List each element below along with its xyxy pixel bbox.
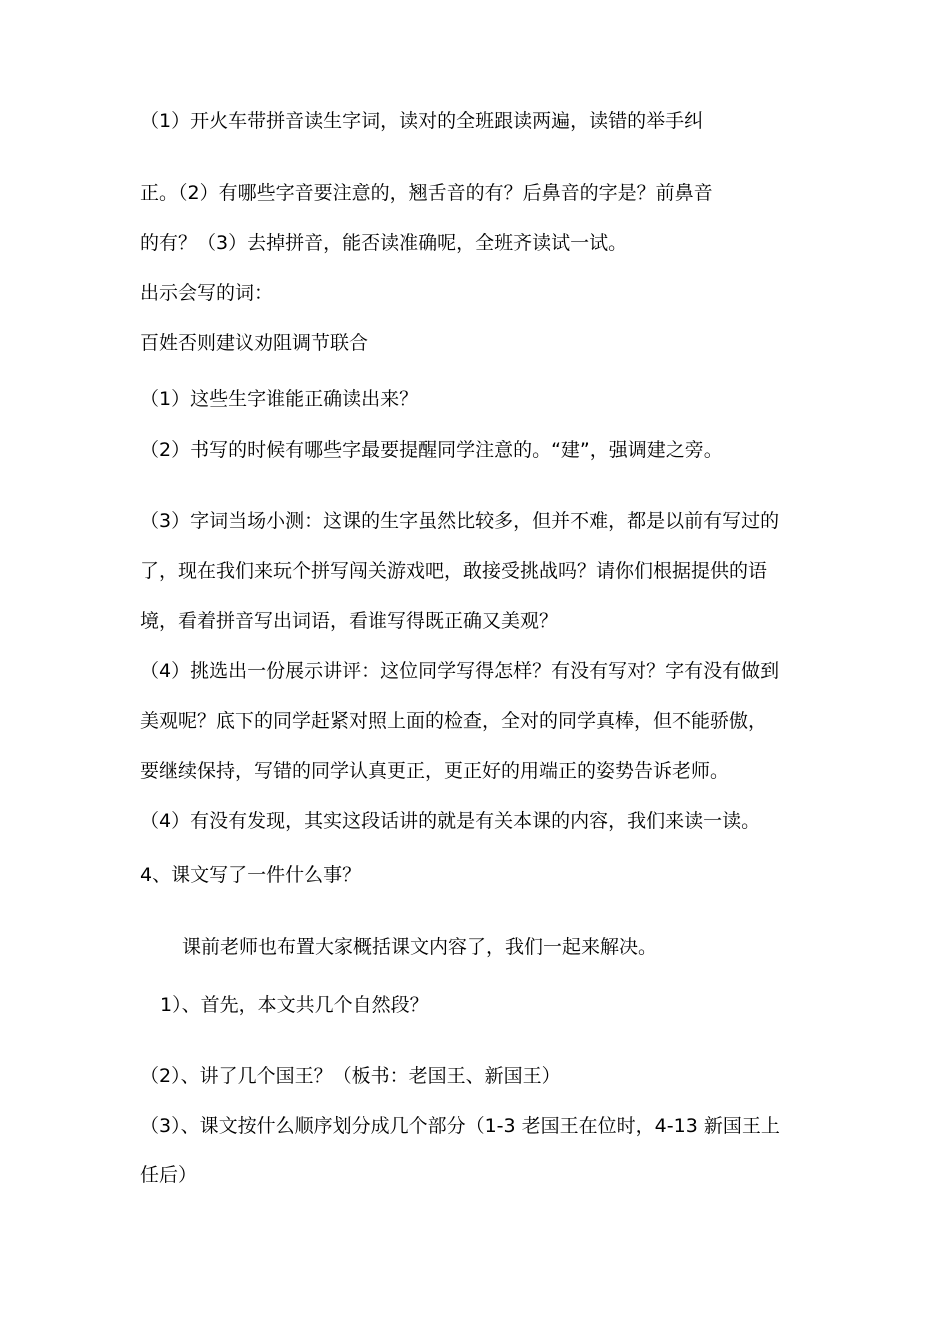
list-item-2: （2）、讲了几个国王？（板书：老国王、新国王） [140,1065,561,1087]
paragraph-line-13: 要继续保持，写错的同学认真更正，更正好的用端正的姿势告诉老师。 [140,760,730,782]
section-label: 出示会写的词： [140,282,274,304]
paragraph-line-7: （2）书写的时候有哪些字最要提醒同学注意的。“建”，强调建之旁。 [140,439,723,461]
paragraph-line-9: 了，现在我们来玩个拼写闯关游戏吧，敢接受挑战吗？请你们根据提供的语 [140,560,768,582]
paragraph-line-11: （4）挑选出一份展示讲评：这位同学写得怎样？有没有写对？字有没有做到 [140,660,780,682]
paragraph-line-6: （1）这些生字谁能正确读出来？ [140,388,419,410]
list-item-3: （3）、课文按什么顺序划分成几个部分（1-3 老国王在位时，4-13 新国王上 [140,1115,780,1137]
paragraph-line-1: （1）开火车带拼音读生字词，读对的全班跟读两遍，读错的举手纠 [140,110,704,132]
list-item-1: 1）、首先，本文共几个自然段？ [160,994,429,1016]
paragraph-line-14: （4）有没有发现，其实这段话讲的就是有关本课的内容，我们来读一读。 [140,810,761,832]
paragraph-line-2: 正。（2）有哪些字音要注意的，翘舌音的有？后鼻音的字是？前鼻音 [140,182,713,204]
paragraph-line-8: （3）字词当场小测：这课的生字虽然比较多，但并不难，都是以前有写过的 [140,510,780,532]
paragraph-line-10: 境，看着拼音写出词语，看谁写得既正确又美观？ [140,610,559,632]
word-list: 百姓否则建议劝阻调节联合 [140,332,369,354]
paragraph-line-3: 的有？（3）去掉拼音，能否读准确呢，全班齐读试一试。 [140,232,628,254]
paragraph-line-12: 美观呢？底下的同学赶紧对照上面的检查，全对的同学真棒，但不能骄傲， [140,710,768,732]
paragraph-line-16: 课前老师也布置大家概括课文内容了，我们一起来解决。 [182,936,658,958]
list-item-3-continued: 任后） [140,1164,198,1186]
section-heading: 4、课文写了一件什么事？ [140,864,362,886]
